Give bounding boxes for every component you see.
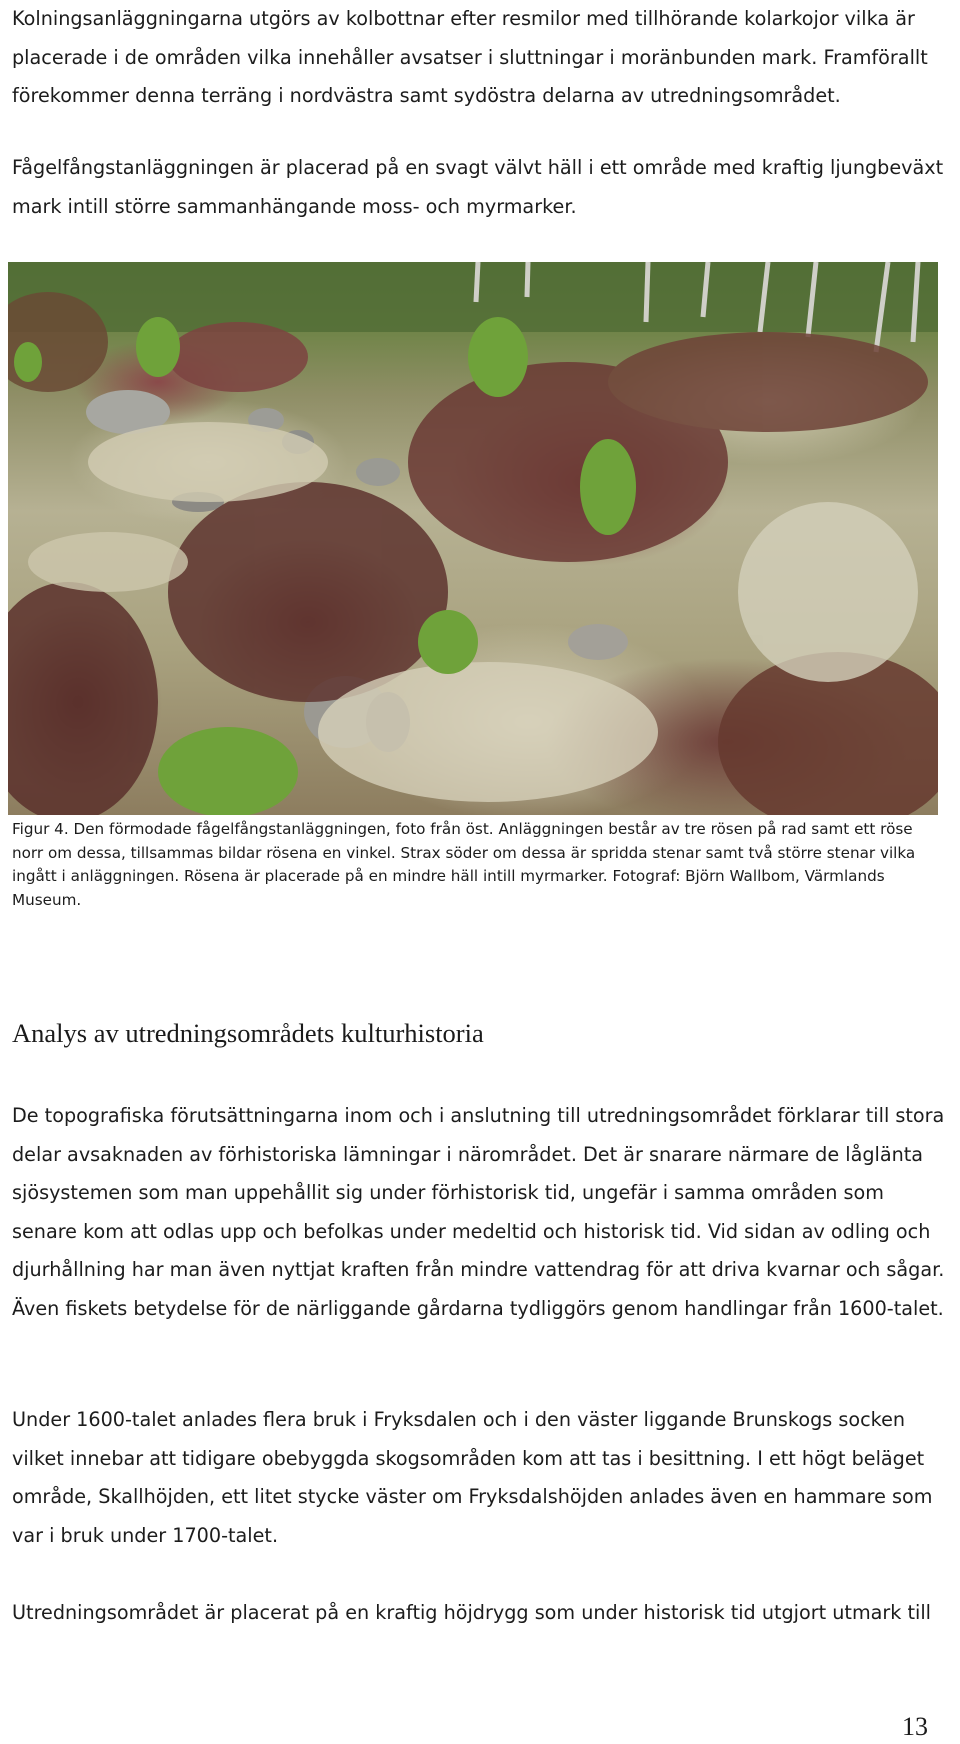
photo-illustration [8, 262, 938, 815]
paragraph-fagelfangst: Fågelfångstanläggningen är placerad på en svagt välvt häll i ett område med kraftig ljungbeväxt mark intill större sammanhängande moss- och myrmarker. [12, 156, 944, 218]
section-heading: Analys av utredningsområdets kulturhistoria [12, 1018, 484, 1048]
figure-photo-heath-landscape [8, 262, 938, 815]
paragraph-topografi: De topografiska förutsättningarna inom och i anslutning till utredningsområdet förklarar till stora delar avsaknaden av förhistoriska lämningar i närområdet. Det är snarare närmare de låglänta sjösystemen som man uppehållit sig under förhistorisk tid, ungefär i samma områden som senare kom att odlas upp och befolkas under medeltid och historisk tid. Vid sidan av odling och djurhållning har man även nyttjat kraften från mindre vattendrag för att driva kvarnar och sågar. Även fiskets betydelse för de närliggande gårdarna tydliggörs genom handlingar från 1600-talet. [12, 1104, 945, 1320]
paragraph-hojdrygg: Utredningsområdet är placerat på en kraftig höjdrygg som under historisk tid utgjort utmark till [12, 1601, 932, 1624]
figure-caption: Figur 4. Den förmodade fågelfångstanläggningen, foto från öst. Anläggningen består av tre rösen på rad samt ett röse norr om dessa, tillsammas bildar rösena en vinkel. Strax söder om dessa är spridda stenar samt två större stenar vilka ingått i anläggningen. Rösena är placerade på en mindre häll intill myrmarker. Fotograf: Björn Wallbom, Värmlands Museum. [12, 820, 916, 909]
paragraph-kolning: Kolningsanläggningarna utgörs av kolbottnar efter resmilor med tillhörande kolarkojor vilka är placerade i de områden vilka innehåller avsatser i sluttningar i moränbunden mark. Framförallt förekommer denna terräng i nordvästra samt sydöstra delarna av utredningsområdet. [12, 7, 928, 107]
page-number: 13 [902, 1712, 928, 1741]
paragraph-1600-talet: Under 1600-talet anlades flera bruk i Fryksdalen och i den väster liggande Brunskogs socken vilket innebar att tidigare obebyggda skogsområden kom att tas i besittning. I ett högt beläget område, Skallhöjden, ett litet stycke väster om Fryksdalshöjden anlades även en hammare som var i bruk under 1700-talet. [12, 1408, 933, 1547]
